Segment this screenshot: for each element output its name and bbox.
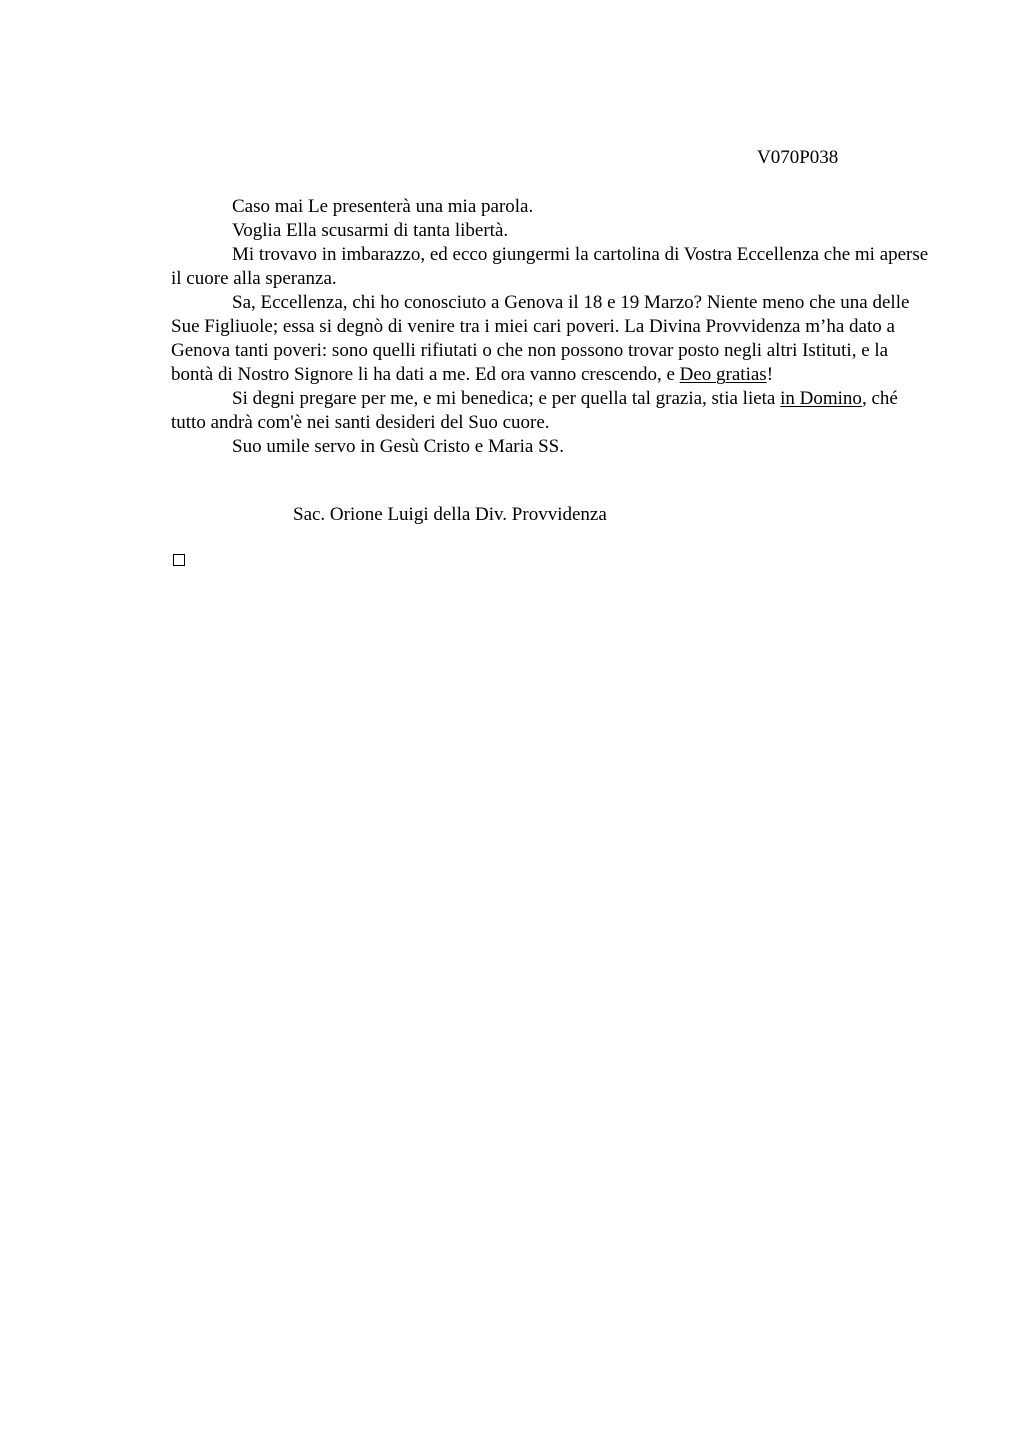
paragraph-5-after: , ché tutto andrà com'è nei santi desideri del Suo cuore. — [171, 388, 898, 433]
paragraph-2: Voglia Ella scusarmi di tanta libertà. — [232, 220, 509, 241]
paragraph-4 — [171, 291, 931, 387]
signature: Sac. Orione Luigi della Div. Provvidenza — [293, 504, 607, 525]
paragraph-1: Caso mai Le presenterà una mia parola. — [232, 196, 534, 217]
deo-gratias-emphasis: Deo gratias — [679, 364, 767, 385]
square-outline-icon — [173, 554, 185, 566]
paragraph-3: Mi trovavo in imbarazzo, ed ecco giungermi la cartolina di Vostra Eccellenza che mi aperse il cuore alla speranza. — [171, 244, 929, 289]
paragraph-5 — [171, 387, 931, 435]
paragraph-4-text: Sa, Eccellenza, chi ho conosciuto a Genova il 18 e 19 Marzo? Niente meno che una delle Sue Figliuole; essa si degnò di venire tra i miei cari poveri. La Divina Provvidenza m’ha dato a Genova tanti poveri: sono quelli rifiutati o che non possono trovar posto negli altri Istituti, e la bontà di Nostro Signore li ha dati a me. Ed ora vanno crescendo, e — [171, 292, 910, 385]
paragraph-4-after: ! — [766, 364, 774, 385]
in-domino-emphasis: in Domino — [780, 388, 862, 409]
paragraph-6: Suo umile servo in Gesù Cristo e Maria SS. — [232, 436, 564, 457]
document-code: V070P038 — [757, 147, 839, 168]
paragraph-5-before: Si degni pregare per me, e mi benedica; e per quella tal grazia, stia lieta — [232, 388, 781, 409]
letter-body — [171, 195, 931, 459]
